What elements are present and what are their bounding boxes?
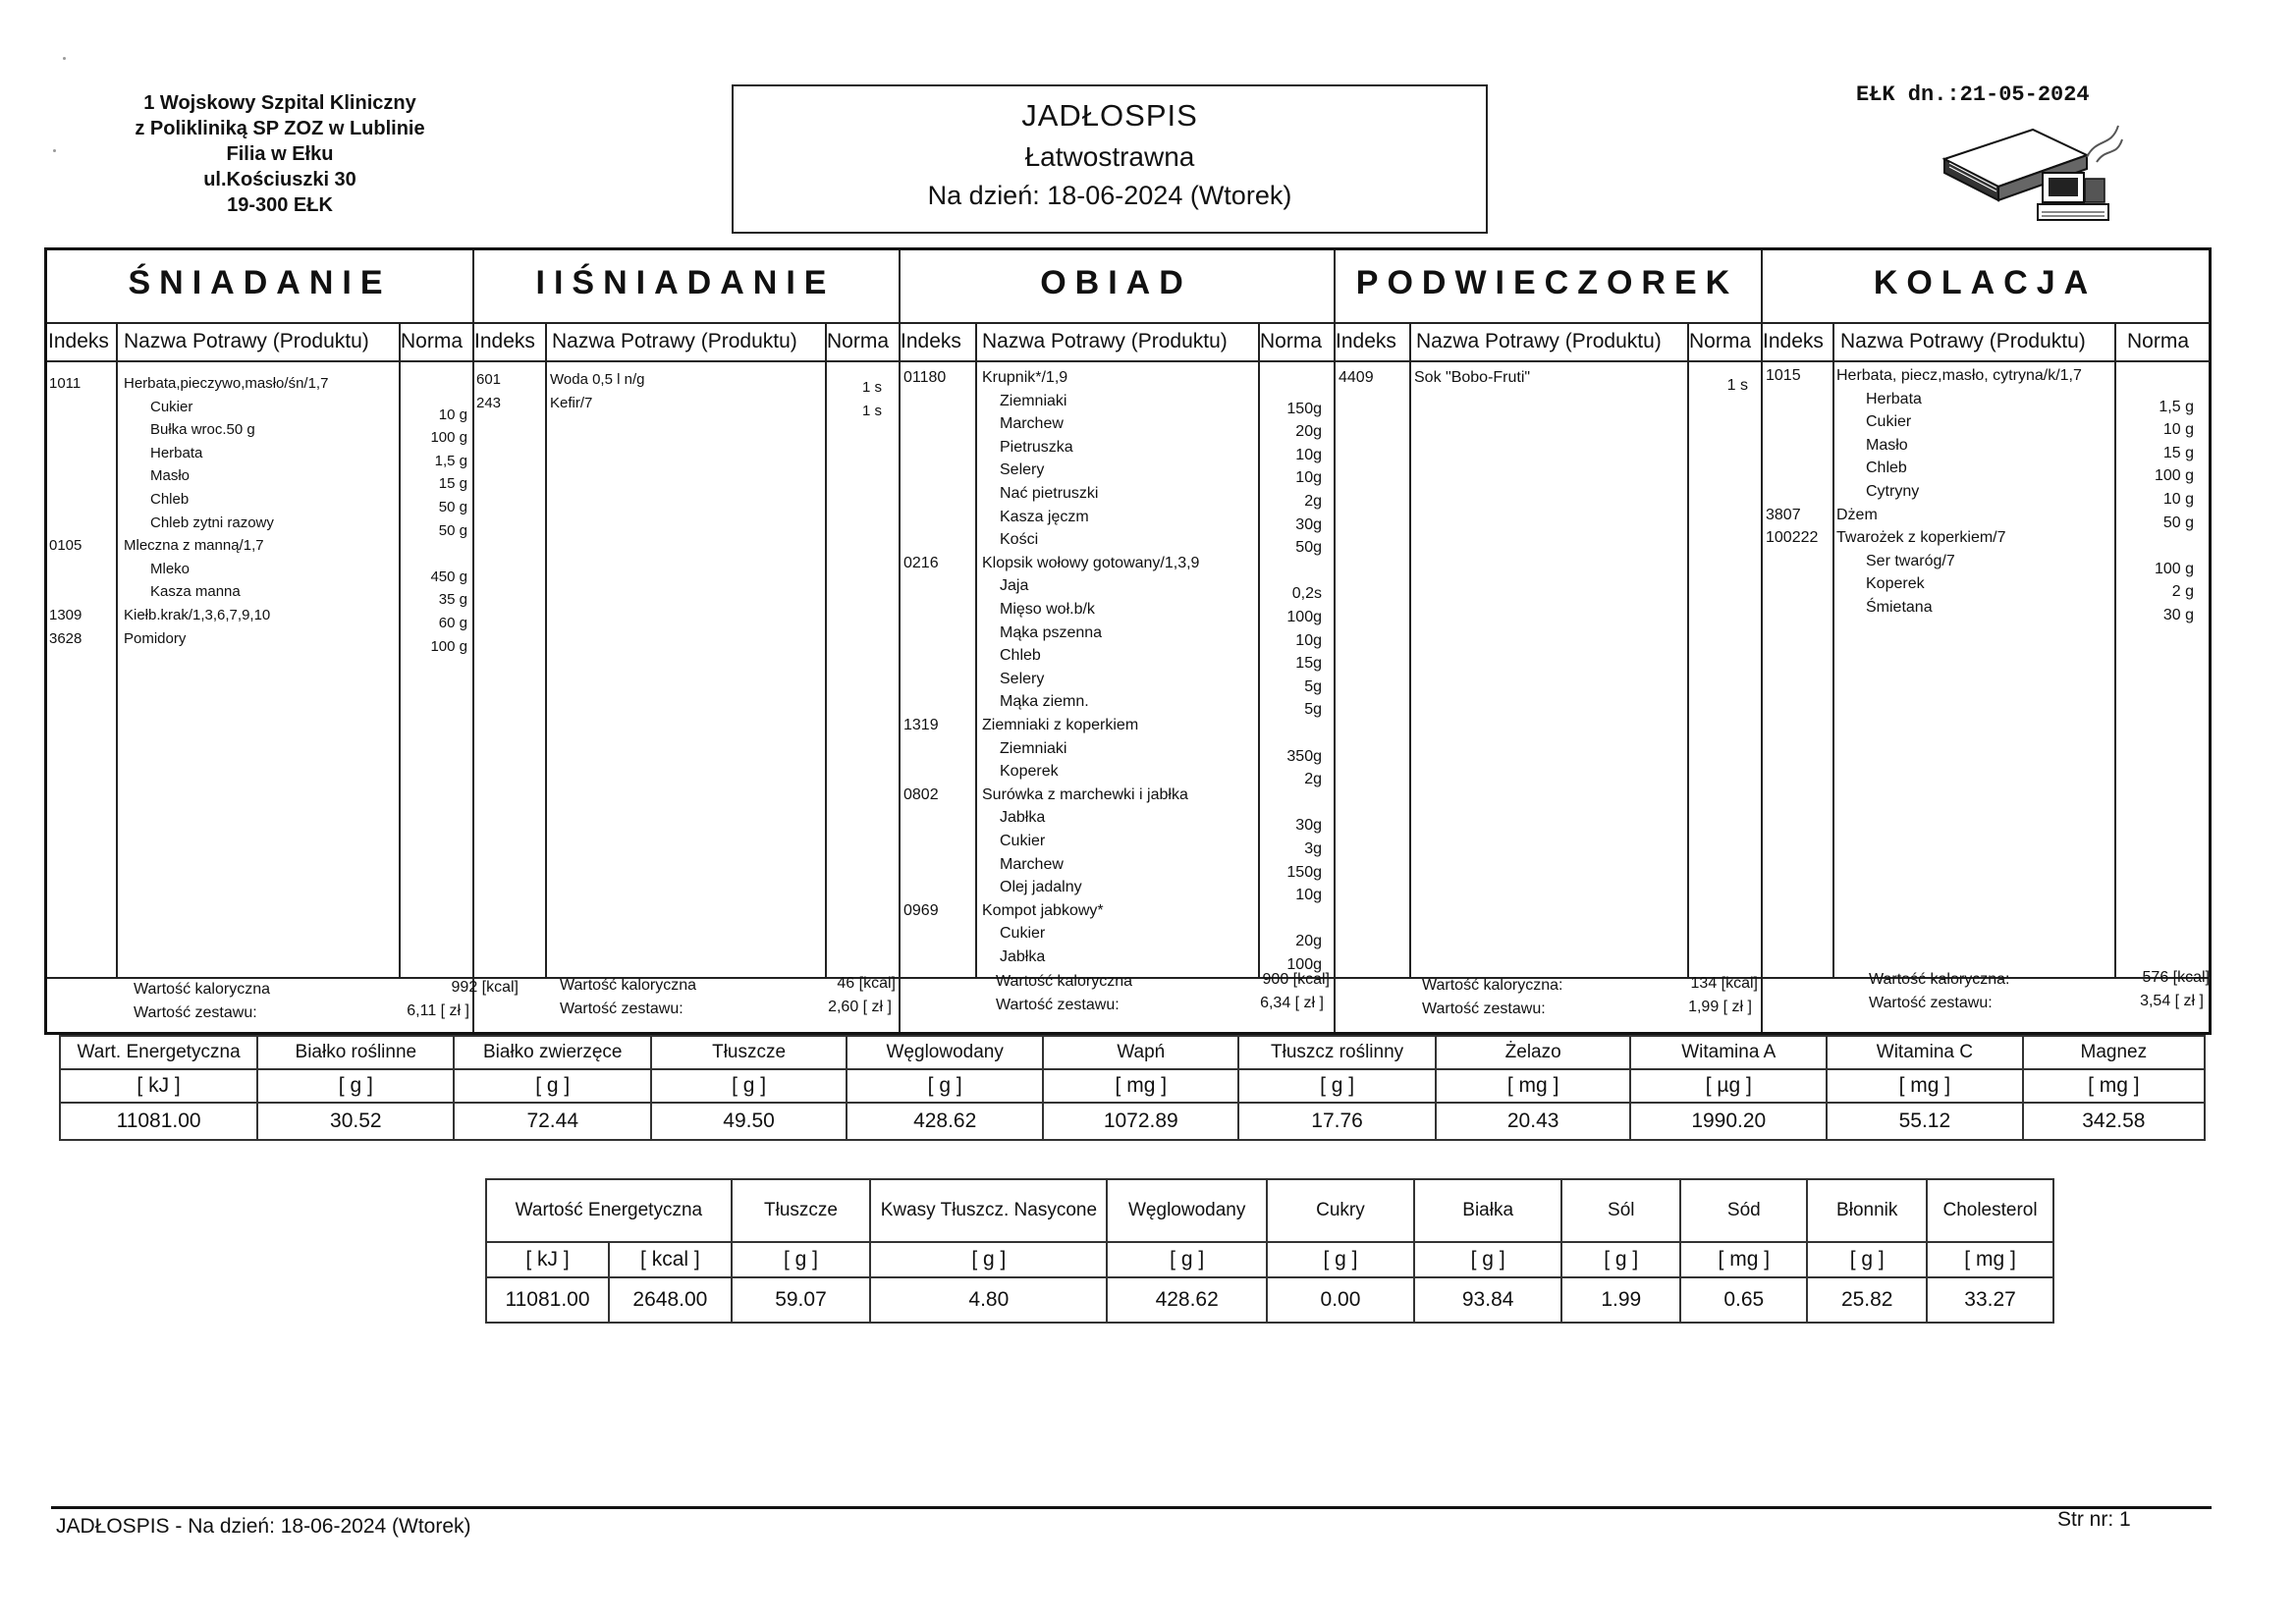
col-index: Indeks [1336, 330, 1396, 352]
cost-label: Wartość zestawu: [134, 1004, 257, 1021]
kcal-label: Wartość kaloryczna [560, 977, 696, 994]
dish-name: Woda 0,5 l n/g [550, 371, 645, 388]
col-name: Nazwa Potrawy (Produktu) [552, 330, 797, 352]
row-norm: 2 g [2171, 583, 2194, 601]
ingredient-name: Ser twaróg/7 [1866, 552, 1955, 569]
col-norm: Norma [1689, 330, 1752, 352]
nutrition-cell: [ mg ] [1927, 1242, 2053, 1277]
ingredient-name: Bułka wroc.50 g [150, 421, 255, 439]
ingredient-name: Kości [1000, 531, 1039, 549]
ingredient-name: Chleb zytni razowy [150, 514, 274, 531]
nutrition-cell: 30.52 [257, 1103, 454, 1140]
row-index: 01180 [903, 369, 947, 386]
row-norm: 10g [1295, 631, 1322, 649]
row-norm: 5g [1304, 701, 1322, 719]
nutrition-cell: [ g ] [1807, 1242, 1927, 1277]
ingredient-name: Cukier [1000, 833, 1046, 849]
row-index: 1015 [1766, 367, 1801, 384]
row-norm: 20g [1295, 423, 1322, 441]
row-index: 1309 [49, 607, 82, 623]
meal-title-sniadanie: ŚNIADANIE [128, 264, 392, 301]
ingredient-name: Kasza manna [150, 583, 241, 601]
cost-value: 6,34 [ zł ] [1260, 995, 1324, 1011]
row-norm: 30g [1295, 515, 1322, 533]
ingredient-name: Koperek [1000, 763, 1059, 781]
hospital-city: 19-300 EŁK [227, 194, 333, 216]
nutrition-cell: 4.80 [870, 1277, 1107, 1323]
nutrition-cell: 11081.00 [60, 1103, 257, 1140]
row-norm: 50 g [438, 499, 467, 515]
footer-title: JADŁOSPIS - Na dzień: 18-06-2024 (Wtorek) [56, 1515, 471, 1538]
section-divider [1761, 250, 1763, 1032]
row-norm: 450 g [430, 568, 467, 585]
cost-label: Wartość zestawu: [996, 997, 1120, 1013]
ingredient-name: Selery [1000, 461, 1045, 479]
column-divider [1832, 322, 1834, 977]
kcal-value: 900 [kcal] [1262, 971, 1330, 988]
ingredient-name: Nać pietruszki [1000, 485, 1099, 502]
ingredient-name: Marchew [1000, 415, 1064, 433]
row-norm: 1 s [861, 379, 882, 396]
nutrition-cell: 59.07 [732, 1277, 870, 1323]
meal-title-kolacja: KOLACJA [1873, 264, 2098, 301]
ingredient-name: Koperek [1866, 575, 1925, 593]
ingredient-name: Olej jadalny [1000, 879, 1082, 896]
nutrition-cell: Witamina C [1827, 1036, 2023, 1069]
nutrition-cell: Wartość Energetyczna [486, 1179, 732, 1242]
nutrition-cell: [ mg ] [1827, 1069, 2023, 1103]
col-norm: Norma [827, 330, 890, 352]
nutrition-cell: Białko roślinne [257, 1036, 454, 1069]
row-norm: 10g [1295, 887, 1322, 904]
ingredient-name: Cytryny [1866, 483, 1920, 500]
row-norm: 2g [1304, 493, 1322, 510]
nutrition-cell: Sól [1561, 1179, 1680, 1242]
diet-name: Łatwostrawna [1024, 141, 1195, 172]
meal-title-podwieczorek: PODWIECZOREK [1355, 264, 1739, 301]
nutrition-cell: Węglowodany [847, 1036, 1043, 1069]
ingredient-name: Mleko [150, 560, 191, 577]
nutrition-cell: 25.82 [1807, 1277, 1927, 1323]
row-index: 1319 [903, 717, 939, 733]
row-norm: 35 g [438, 591, 467, 609]
nutrition-cell: Białka [1414, 1179, 1561, 1242]
issue-date: EŁK dn.:21-05-2024 [1856, 82, 2090, 107]
cost-label: Wartość zestawu: [1869, 995, 1993, 1011]
nutrition-cell: 17.76 [1238, 1103, 1435, 1140]
row-index: 4409 [1339, 369, 1374, 386]
section-divider [1334, 250, 1336, 1032]
nutrition-cell: [ kJ ] [486, 1242, 609, 1277]
computer-book-icon [1940, 118, 2126, 228]
nutrition-cell: [ mg ] [1680, 1242, 1807, 1277]
nutrition-cell: 342.58 [2023, 1103, 2205, 1140]
row-norm: 30g [1295, 817, 1322, 835]
cost-label: Wartość zestawu: [560, 1001, 683, 1017]
kcal-label: Wartość kaloryczna: [1422, 977, 1563, 994]
row-norm: 2g [1304, 771, 1322, 788]
hospital-name: 1 Wojskowy Szpital Kliniczny [143, 92, 416, 114]
row-index: 243 [476, 394, 502, 411]
row-index: 0216 [903, 554, 939, 571]
row-norm: 10 g [2162, 421, 2194, 439]
ingredient-name: Chleb [150, 491, 190, 508]
meal-title-ii-sniadanie: IIŚNIADANIE [535, 264, 836, 301]
nutrition-cell: [ g ] [257, 1069, 454, 1103]
row-index: 0969 [903, 901, 939, 919]
nutrition-cell: Tłuszcze [651, 1036, 847, 1069]
nutrition-cell: Witamina A [1630, 1036, 1827, 1069]
nutrition-cell: 0.00 [1267, 1277, 1414, 1323]
nutrition-cell: 1990.20 [1630, 1103, 1827, 1140]
row-norm: 15g [1295, 655, 1322, 673]
dish-name: Krupnik*/1,9 [982, 369, 1068, 386]
nutrition-cell: Tłuszcze [732, 1179, 870, 1242]
kcal-value: 992 [kcal] [451, 979, 519, 996]
nutrition-cell: [ g ] [1561, 1242, 1680, 1277]
footer-divider [51, 1506, 2212, 1509]
ingredient-name: Chleb [1866, 460, 1907, 477]
hospital-branch: Filia w Ełku [226, 143, 334, 165]
ingredient-name: Cukier [1866, 413, 1912, 431]
nutrition-cell: [ g ] [1414, 1242, 1561, 1277]
meal-title-obiad: OBIAD [1040, 264, 1192, 301]
row-index: 0105 [49, 537, 82, 555]
header-divider [47, 360, 2210, 362]
dish-name: Herbata,pieczywo,masło/śn/1,7 [124, 375, 329, 392]
row-norm: 10g [1295, 469, 1322, 487]
title-box [732, 84, 1488, 234]
nutrition-cell: 1072.89 [1043, 1103, 1238, 1140]
ingredient-name: Chleb [1000, 647, 1041, 665]
ingredient-name: Masło [150, 467, 191, 485]
hospital-address [93, 90, 466, 218]
nutrition-cell: [ µg ] [1630, 1069, 1827, 1103]
row-norm: 10 g [2162, 491, 2194, 508]
ingredient-name: Herbata [150, 444, 203, 461]
ingredient-name: Jabłka [1000, 948, 1046, 965]
ingredient-name: Mięso woł.b/k [1000, 601, 1095, 618]
dish-name: Kiełb.krak/1,3,6,7,9,10 [124, 607, 271, 623]
nutrition-cell: Cukry [1267, 1179, 1414, 1242]
nutrition-cell: [ g ] [847, 1069, 1043, 1103]
column-divider [545, 322, 547, 977]
row-norm: 1,5 g [2159, 398, 2194, 415]
col-name: Nazwa Potrawy (Produktu) [1840, 330, 2086, 352]
col-name: Nazwa Potrawy (Produktu) [982, 330, 1228, 352]
section-divider [472, 250, 474, 1032]
ingredient-name: Herbata [1866, 390, 1922, 407]
dish-name: Kompot jabkowy* [982, 901, 1104, 919]
nutrition-cell: Magnez [2023, 1036, 2205, 1069]
row-norm: 1 s [861, 402, 882, 419]
nutrition-cell: Wapń [1043, 1036, 1238, 1069]
row-norm: 100g [1286, 956, 1322, 973]
cost-value: 1,99 [ zł ] [1688, 999, 1752, 1015]
nutrition-cell: Białko zwierzęce [454, 1036, 651, 1069]
row-norm: 15 g [438, 475, 467, 493]
row-norm: 100 g [2154, 560, 2194, 577]
kcal-label: Wartość kaloryczna: [1869, 971, 2010, 988]
col-index: Indeks [474, 330, 535, 352]
row-norm: 50 g [438, 521, 467, 539]
row-norm: 0,2s [1291, 585, 1322, 603]
row-norm: 50 g [2162, 514, 2194, 531]
ingredient-name: Pietruszka [1000, 438, 1073, 456]
nutrition-cell: [ g ] [1267, 1242, 1414, 1277]
col-index: Indeks [48, 330, 109, 352]
dish-name: Ziemniaki z koperkiem [982, 717, 1139, 733]
meals-table [44, 247, 2212, 1035]
nutrition-cell: 2648.00 [609, 1277, 732, 1323]
nutrition-cell: Wart. Energetyczna [60, 1036, 257, 1069]
nutrition-cell: [ mg ] [2023, 1069, 2205, 1103]
col-name: Nazwa Potrawy (Produktu) [1416, 330, 1662, 352]
ingredient-name: Masło [1866, 436, 1908, 454]
row-index: 3628 [49, 629, 82, 647]
ingredient-name: Jabłka [1000, 809, 1046, 827]
title-divider [47, 322, 2210, 324]
nutrition-cell: 33.27 [1927, 1277, 2053, 1323]
kcal-value: 134 [kcal] [1690, 975, 1758, 992]
ingredient-name: Cukier [1000, 925, 1046, 943]
row-norm: 3g [1304, 840, 1322, 857]
ingredient-name: Selery [1000, 670, 1045, 687]
dish-name: Twarożek z koperkiem/7 [1836, 529, 2006, 547]
nutrition-cell: 20.43 [1436, 1103, 1631, 1140]
ingredient-name: Ziemniaki [1000, 392, 1067, 409]
scan-speck [63, 57, 66, 60]
row-index: 100222 [1766, 529, 1819, 547]
col-norm: Norma [1260, 330, 1323, 352]
column-divider [1687, 322, 1689, 977]
nutrition-cell: Żelazo [1436, 1036, 1631, 1069]
ingredient-name: Marchew [1000, 855, 1064, 873]
row-norm: 60 g [438, 615, 467, 631]
row-norm: 150g [1286, 863, 1322, 881]
ingredient-name: Mąka pszenna [1000, 623, 1103, 641]
hospital-parent: z Polikliniką SP ZOZ w Lublinie [135, 118, 425, 139]
nutrition-cell: [ g ] [1238, 1069, 1435, 1103]
row-norm: 150g [1286, 400, 1322, 417]
dish-name: Klopsik wołowy gotowany/1,3,9 [982, 554, 1200, 571]
nutrition-cell: [ g ] [870, 1242, 1107, 1277]
nutrition-table-main [59, 1035, 2206, 1141]
menu-date: Na dzień: 18-06-2024 (Wtorek) [927, 181, 1292, 210]
nutrition-cell: 428.62 [847, 1103, 1043, 1140]
nutrition-cell: [ g ] [454, 1069, 651, 1103]
nutrition-cell: Tłuszcz roślinny [1238, 1036, 1435, 1069]
ingredient-name: Mąka ziemn. [1000, 693, 1089, 711]
dish-name: Pomidory [124, 629, 187, 647]
row-norm: 5g [1304, 677, 1322, 695]
nutrition-cell: 428.62 [1107, 1277, 1266, 1323]
ingredient-name: Jaja [1000, 577, 1029, 595]
dish-name: Mleczna z manną/1,7 [124, 537, 264, 555]
row-index: 1011 [49, 375, 82, 392]
dish-name: Sok "Bobo-Fruti" [1414, 369, 1531, 386]
dish-name: Kefir/7 [550, 394, 593, 411]
cost-label: Wartość zestawu: [1422, 1001, 1546, 1017]
nutrition-cell: 0.65 [1680, 1277, 1807, 1323]
ingredient-name: Śmietana [1866, 599, 1933, 616]
nutrition-cell: [ g ] [651, 1069, 847, 1103]
document-title: JADŁOSPIS [1021, 98, 1198, 133]
row-norm: 15 g [2162, 444, 2194, 461]
kcal-value: 576 [kcal] [2142, 969, 2210, 986]
row-norm: 10 g [438, 406, 467, 423]
nutrition-cell: 11081.00 [486, 1277, 609, 1323]
dish-name: Dżem [1836, 506, 1878, 523]
hospital-street: ul.Kościuszki 30 [203, 169, 356, 190]
nutrition-cell: 49.50 [651, 1103, 847, 1140]
kcal-label: Wartość kaloryczna [134, 981, 270, 998]
nutrition-cell: 55.12 [1827, 1103, 2023, 1140]
row-norm: 10g [1295, 446, 1322, 463]
col-norm: Norma [401, 330, 464, 352]
page-number: Str nr: 1 [2057, 1508, 2131, 1531]
col-index: Indeks [1763, 330, 1824, 352]
nutrition-cell: Kwasy Tłuszcz. Nasycone [870, 1179, 1107, 1242]
row-norm: 100g [1286, 609, 1322, 625]
cost-value: 3,54 [ zł ] [2140, 993, 2204, 1009]
ingredient-name: Cukier [150, 398, 193, 415]
row-norm: 1 s [1726, 377, 1748, 394]
nutrition-cell: Węglowodany [1107, 1179, 1266, 1242]
column-divider [116, 322, 118, 977]
nutrition-table-summary [485, 1178, 2054, 1324]
row-index: 601 [476, 371, 502, 388]
nutrition-cell: 93.84 [1414, 1277, 1561, 1323]
dish-name: Herbata, piecz,masło, cytryna/k/1,7 [1836, 367, 2082, 384]
nutrition-cell: [ g ] [732, 1242, 870, 1277]
row-norm: 20g [1295, 933, 1322, 950]
ingredient-name: Kasza jęczm [1000, 508, 1089, 525]
nutrition-cell: Błonnik [1807, 1179, 1927, 1242]
row-norm: 30 g [2162, 607, 2194, 623]
nutrition-cell: 72.44 [454, 1103, 651, 1140]
row-norm: 100 g [430, 429, 467, 447]
row-index: 0802 [903, 785, 939, 803]
row-index: 3807 [1766, 506, 1801, 523]
column-divider [975, 322, 977, 977]
nutrition-cell: [ kJ ] [60, 1069, 257, 1103]
row-norm: 100 g [430, 637, 467, 655]
col-norm: Norma [2127, 330, 2190, 352]
nutrition-cell: [ mg ] [1436, 1069, 1631, 1103]
ingredient-name: Ziemniaki [1000, 739, 1067, 757]
row-norm: 50g [1295, 539, 1322, 557]
kcal-label: Wartość kaloryczna [996, 973, 1132, 990]
col-index: Indeks [901, 330, 961, 352]
col-name: Nazwa Potrawy (Produktu) [124, 330, 369, 352]
cost-value: 2,60 [ zł ] [828, 999, 892, 1015]
row-norm: 100 g [2154, 467, 2194, 485]
kcal-value: 46 [kcal] [837, 975, 896, 992]
scan-speck [53, 149, 56, 152]
section-divider [899, 250, 901, 1032]
nutrition-cell: [ g ] [1107, 1242, 1266, 1277]
nutrition-cell: [ kcal ] [609, 1242, 732, 1277]
column-divider [1409, 322, 1411, 977]
dish-name: Surówka z marchewki i jabłka [982, 785, 1188, 803]
cost-value: 6,11 [ zł ] [407, 1002, 469, 1019]
row-norm: 1,5 g [434, 452, 467, 469]
nutrition-cell: 1.99 [1561, 1277, 1680, 1323]
nutrition-cell: Sód [1680, 1179, 1807, 1242]
row-norm: 350g [1286, 747, 1322, 765]
nutrition-cell: [ mg ] [1043, 1069, 1238, 1103]
nutrition-cell: Cholesterol [1927, 1179, 2053, 1242]
